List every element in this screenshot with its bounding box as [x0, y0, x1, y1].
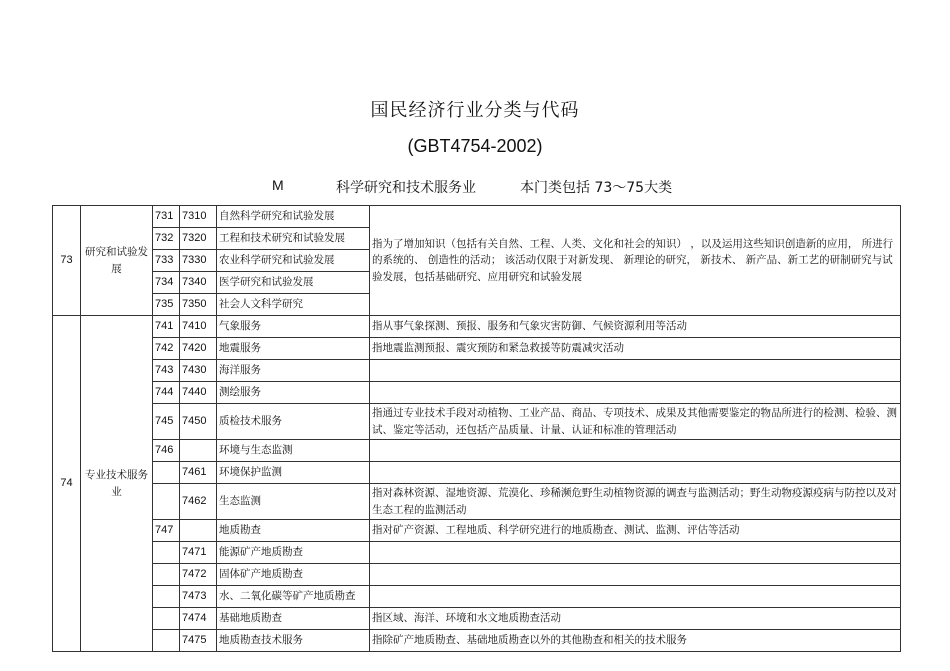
section-code: M	[272, 177, 284, 193]
table-row	[53, 360, 901, 382]
category-description	[370, 542, 901, 564]
category-description	[370, 440, 901, 462]
category-name: 医学研究和试验发展	[217, 272, 370, 294]
small-class-code: 7410	[180, 316, 217, 338]
table-row	[53, 462, 901, 484]
category-name: 能源矿产地质勘查	[217, 542, 370, 564]
small-class-code	[180, 440, 217, 462]
table-row	[53, 484, 901, 520]
small-class-code: 7474	[180, 608, 217, 630]
mid-class-code: 732	[153, 228, 180, 250]
major-class-name: 研究和试验发展	[81, 206, 153, 316]
mid-class-code	[153, 462, 180, 484]
small-class-code: 7330	[180, 250, 217, 272]
category-description	[370, 360, 901, 382]
category-name: 质检技术服务	[217, 404, 370, 440]
small-class-code: 7420	[180, 338, 217, 360]
document-subtitle: (GBT4754-2002)	[407, 136, 543, 156]
table-row	[53, 520, 901, 542]
table-row	[53, 206, 901, 228]
mid-class-code: 746	[153, 440, 180, 462]
mid-class-code: 745	[153, 404, 180, 440]
mid-class-code: 731	[153, 206, 180, 228]
small-class-code: 7473	[180, 586, 217, 608]
category-description: 指通过专业技术手段对动植物、工业产品、商品、专项技术、成果及其他需要鉴定的物品所进行的检测、检验、测试、鉴定等活动，还包括产品质量、计量、认证和标准的管理活动	[370, 404, 901, 440]
table-row	[53, 586, 901, 608]
category-name: 环境与生态监测	[217, 440, 370, 462]
category-name: 地质勘查技术服务	[217, 630, 370, 652]
category-description	[370, 564, 901, 586]
mid-class-code: 741	[153, 316, 180, 338]
category-name: 海洋服务	[217, 360, 370, 382]
table-row	[53, 404, 901, 440]
category-description	[370, 586, 901, 608]
small-class-code: 7430	[180, 360, 217, 382]
mid-class-code: 735	[153, 294, 180, 316]
table-row	[53, 630, 901, 652]
category-description: 指为了增加知识（包括有关自然、工程、人类、文化和社会的知识） ，以及运用这些知识创造新的应用， 所进行的系统的、 创造性的活动； 该活动仅限于对新发现、 新理论的研究， 新技术、 新产品、新工艺的研制研究与试验发展，包括基础研究、应用研究和试验发展	[370, 206, 901, 316]
section-name: 科学研究和技术服务业	[336, 180, 476, 196]
small-class-code: 7320	[180, 228, 217, 250]
category-name: 固体矿产地质勘查	[217, 564, 370, 586]
table-row	[53, 542, 901, 564]
mid-class-code: 742	[153, 338, 180, 360]
table-row	[53, 440, 901, 462]
major-class-name: 专业技术服务业	[81, 316, 153, 652]
small-class-code: 7310	[180, 206, 217, 228]
small-class-code: 7350	[180, 294, 217, 316]
category-description	[370, 382, 901, 404]
small-class-code: 7462	[180, 484, 217, 520]
table-row	[53, 316, 901, 338]
small-class-code: 7440	[180, 382, 217, 404]
category-description: 指对矿产资源、工程地质、科学研究进行的地质勘查、测试、监测、评估等活动	[370, 520, 901, 542]
mid-class-code: 743	[153, 360, 180, 382]
small-class-code: 7471	[180, 542, 217, 564]
small-class-code: 7461	[180, 462, 217, 484]
category-name: 环境保护监测	[217, 462, 370, 484]
major-class-code: 74	[53, 316, 81, 652]
category-name: 工程和技术研究和试验发展	[217, 228, 370, 250]
category-name: 基础地质勘查	[217, 608, 370, 630]
category-name: 自然科学研究和试验发展	[217, 206, 370, 228]
mid-class-code	[153, 542, 180, 564]
document-title: 国民经济行业分类与代码	[370, 100, 580, 121]
mid-class-code	[153, 608, 180, 630]
section-note: 本门类包括 73～75大类	[520, 180, 673, 196]
category-description: 指从事气象探测、预报、服务和气象灾害防御、气候资源利用等活动	[370, 316, 901, 338]
category-description: 指除矿产地质勘查、基础地质勘查以外的其他勘查和相关的技术服务	[370, 630, 901, 652]
small-class-code: 7475	[180, 630, 217, 652]
table-row	[53, 608, 901, 630]
category-description: 指地震监测预报、震灾预防和紧急救援等防震减灾活动	[370, 338, 901, 360]
category-name: 农业科学研究和试验发展	[217, 250, 370, 272]
mid-class-code: 744	[153, 382, 180, 404]
category-name: 气象服务	[217, 316, 370, 338]
major-class-code: 73	[53, 206, 81, 316]
category-name: 测绘服务	[217, 382, 370, 404]
table-row	[53, 338, 901, 360]
small-class-code: 7450	[180, 404, 217, 440]
classification-table	[52, 205, 901, 652]
mid-class-code	[153, 484, 180, 520]
category-name: 水、二氧化碳等矿产地质勘查	[217, 586, 370, 608]
category-name: 生态监测	[217, 484, 370, 520]
table-row	[53, 564, 901, 586]
table-row	[53, 382, 901, 404]
small-class-code: 7340	[180, 272, 217, 294]
mid-class-code: 747	[153, 520, 180, 542]
mid-class-code: 733	[153, 250, 180, 272]
category-name: 地质勘查	[217, 520, 370, 542]
category-name: 社会人文科学研究	[217, 294, 370, 316]
small-class-code	[180, 520, 217, 542]
mid-class-code	[153, 586, 180, 608]
category-name: 地震服务	[217, 338, 370, 360]
category-description	[370, 462, 901, 484]
category-description: 指对森林资源、湿地资源、荒漠化、珍稀濒危野生动植物资源的调查与监测活动；野生动物疫源疫病与防控以及对生态工程的监测活动	[370, 484, 901, 520]
mid-class-code	[153, 564, 180, 586]
mid-class-code	[153, 630, 180, 652]
small-class-code: 7472	[180, 564, 217, 586]
category-description: 指区域、海洋、环境和水文地质勘查活动	[370, 608, 901, 630]
mid-class-code: 734	[153, 272, 180, 294]
